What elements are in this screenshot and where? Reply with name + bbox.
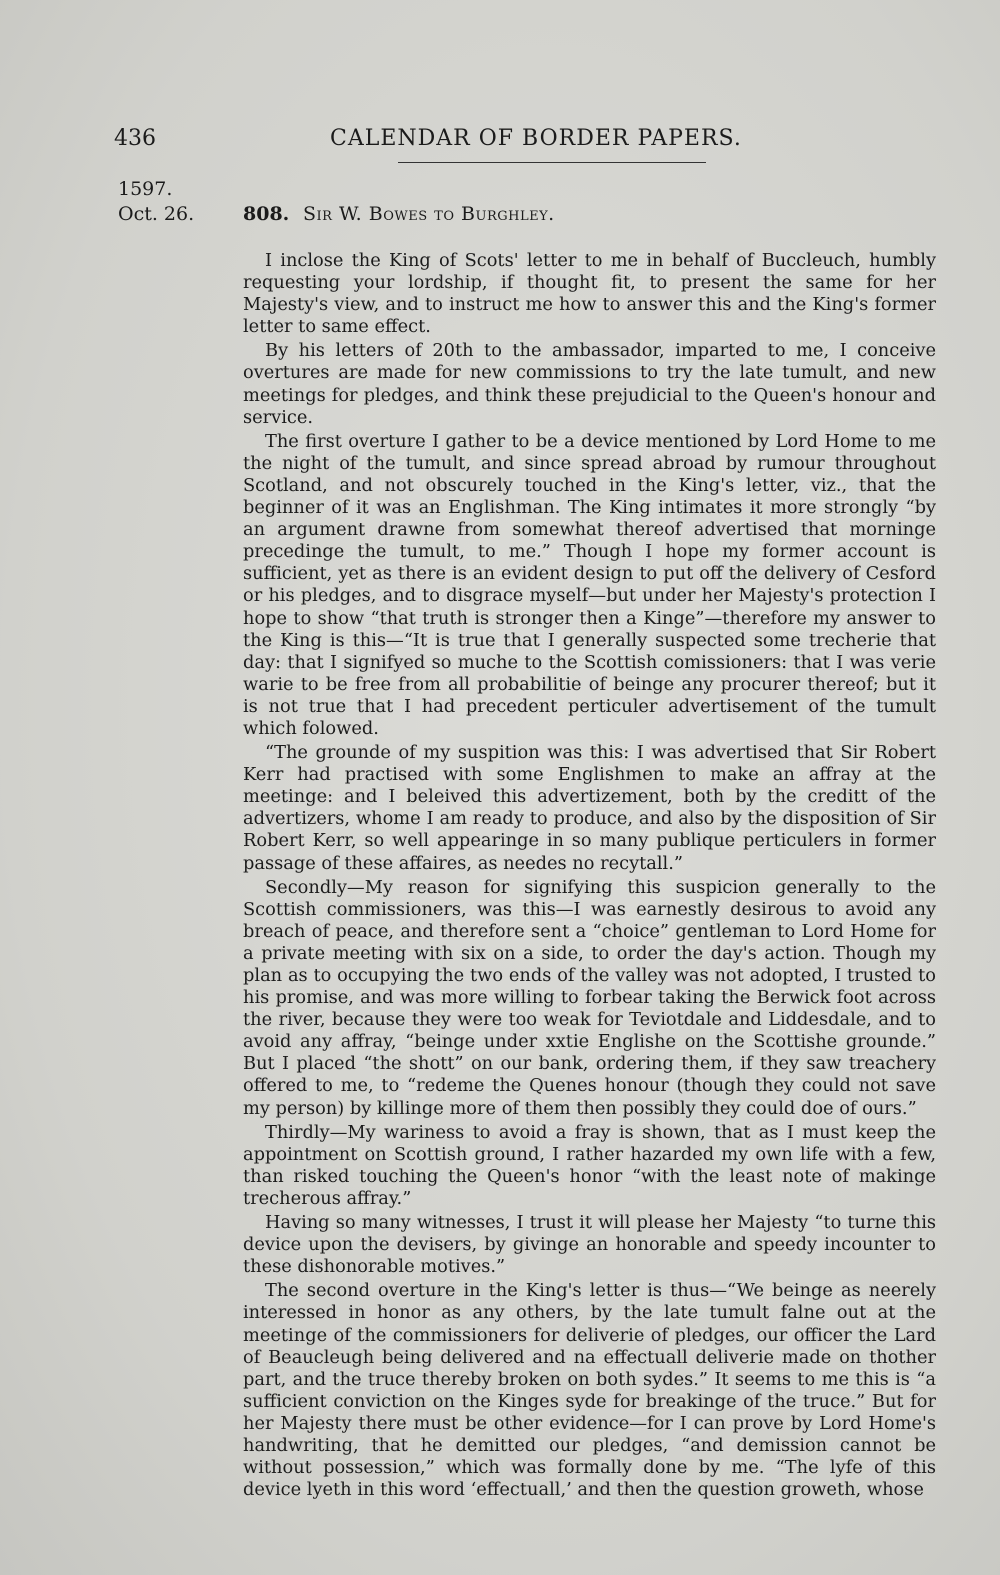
running-title: CALENDAR OF BORDER PAPERS.: [330, 126, 742, 151]
header-rule: [398, 162, 706, 163]
paragraph: “The grounde of my suspition was this: I was advertised that Sir Robert Kerr had practised with some Englishmen to make an affray at the meetinge: and I beleived this advertizement, both by the creditt of the advertizers, whome I am ready to produce, and also by the disposition of Sir Robert Kerr, so well appearinge in so many publique perticulers in former passage of these affaires, as needes no recytall.”: [243, 742, 936, 874]
paragraph: Thirdly—My wariness to avoid a fray is shown, that as I must keep the appointment on Scottish ground, I rather hazarded my own life with a few, than risked touching the Queen's honor “with the least note of makinge trecherous affray.”: [243, 1121, 936, 1209]
letter-body: [243, 250, 936, 1501]
entry-year: 1597.: [118, 178, 173, 200]
entry-number: 808.: [243, 203, 290, 225]
entry-title: Sir W. Bowes to Burghley.: [303, 203, 555, 225]
entry-date: Oct. 26.: [118, 203, 195, 225]
page-number: 436: [114, 126, 156, 151]
paragraph: By his letters of 20th to the ambassador, imparted to me, I conceive overtures are made for new commissions to try the late tumult, and new meetings for pledges, and think these prejudicial to the Queen's honour and service.: [243, 340, 936, 428]
paragraph: Secondly—My reason for signifying this suspicion generally to the Scottish commissioners, was this—I was earnestly desirous to avoid any breach of peace, and therefore sent a “choice” gentleman to Lord Home for a private meeting with six on a side, to order the day's action. Though my plan as to occupying the two ends of the valley was not adopted, I trusted to his promise, and was more willing to forbear taking the Berwick foot across the river, because they were too weak for Teviotdale and Liddesdale, and to avoid any affray, “beinge under xxtie Englishe on the Scottishe grounde.” But I placed “the shott” on our bank, ordering them, if they saw treachery offered to me, to “redeme the Quenes honour (though they could not save my person) by killinge more of them then possibly they could doe of ours.”: [243, 876, 936, 1119]
page-header: [0, 120, 1000, 160]
paragraph: The first overture I gather to be a device mentioned by Lord Home to me the night of the tumult, and since spread abroad by rumour throughout Scotland, and not obscurely touched in the King's letter, viz., that the beginner of it was an Englishman. The King intimates it more strongly “by an argument drawne from somewhat thereof advertised that morninge precedinge the tumult, to me.” Though I hope my former account is sufficient, yet as there is an evident design to put off the delivery of Cesford or his pledges, and to disgrace myself—but under her Majesty's protection I hope to show “that truth is stronger then a Kinge”—therefore my answer to the King is this—“It is true that I generally suspected some trecherie that day: that I signifyed so muche to the Scottish comissioners: that I was verie warie to be free from all probabilitie of beinge any procurer thereof; but it is not true that I had precedent perticuler advertisement of the tumult which folowed.: [243, 430, 936, 739]
paragraph: The second overture in the King's letter is thus—“We beinge as neerely interessed in honor as any others, by the late tumult falne out at the meetinge of the commissioners for deliverie of pledges, our officer the Lard of Beaucleugh being delivered and na effectuall deliverie made on thother part, and the truce thereby broken on both sydes.” It seems to me this is “a sufficient conviction on the Kinges syde for breakinge of the truce.” But for her Majesty there must be other evidence—for I can prove by Lord Home's handwriting, that he demitted our pledges, “and demission cannot be without possession,” which was formally done by me. “The lyfe of this device lyeth in this word ‘effectuall,’ and then the question groweth, whose: [243, 1280, 936, 1501]
paragraph: Having so many witnesses, I trust it will please her Majesty “to turne this device upon the devisers, by givinge an honorable and speedy incounter to these dishonorable motives.”: [243, 1212, 936, 1278]
paragraph: I inclose the King of Scots' letter to me in behalf of Buccleuch, humbly requesting your lordship, if thought fit, to present the same for her Majesty's view, and to instruct me how to answer this and the King's former letter to same effect.: [243, 250, 936, 338]
